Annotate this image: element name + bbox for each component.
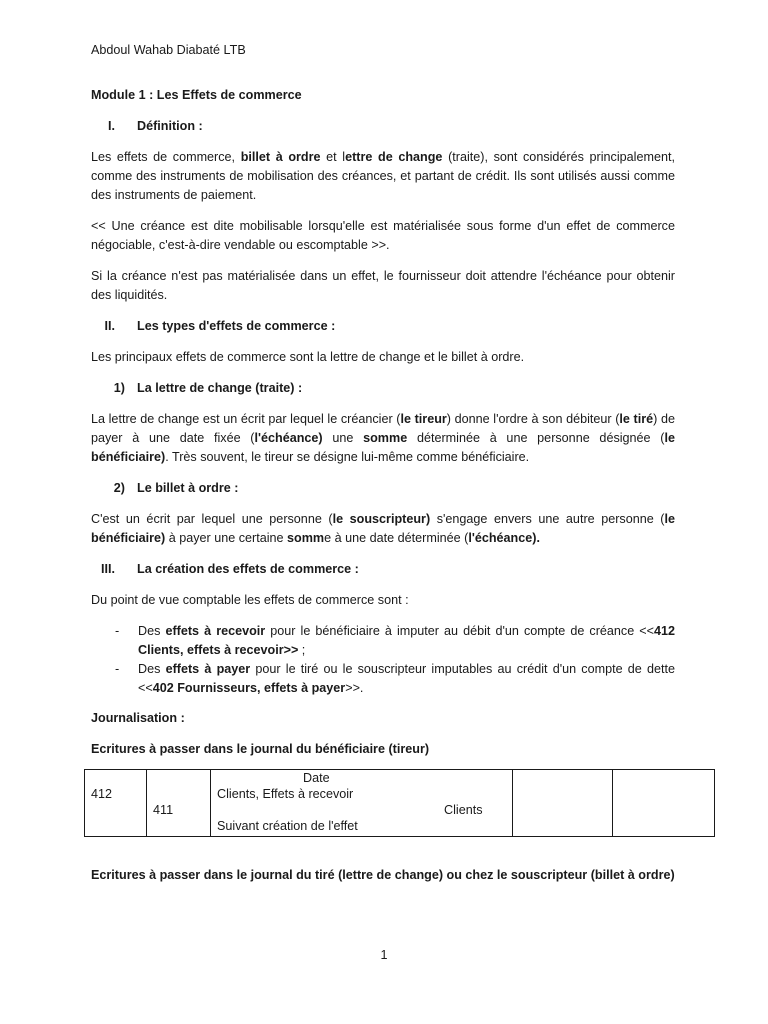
journal-entry-table [84,769,715,837]
list-item [91,660,675,698]
entry-description: Suivant création de l'effet [217,819,358,833]
debit-account-cell [85,770,147,837]
credit-account: 411 [153,803,174,817]
subsection-number: 2) [113,481,125,495]
effects-list [91,622,675,698]
section-number: II. [104,319,115,333]
debit-amount-cell [513,770,613,837]
section-heading-definition [91,117,675,136]
bold-term: le tireur [400,412,447,426]
dash-bullet: - [115,624,120,638]
types-intro: Les principaux effets de commerce sont la lettre de change et le billet à ordre. [91,350,525,364]
list-item [91,622,675,660]
subsection-number: 1) [113,381,125,395]
page-header-author: Abdoul Wahab Diabaté LTB [91,43,246,57]
document-body [91,86,675,771]
bold-term: le bénéficiaire) [91,512,675,545]
bold-term: ettre de change [345,150,443,164]
module-title: Module 1 : Les Effets de commerce [91,88,302,102]
bold-term: billet à ordre [240,150,321,164]
bold-term: l'échéance) [254,431,323,445]
list-item-text: Des effets à payer pour le tiré ou le souscripteur imputables au crédit d'un compte de dette <<402 Fournisseurs, effets à payer>>. [138,662,675,695]
bold-term: le bénéficiaire) [91,431,675,464]
section-heading-creation [91,560,675,579]
ecritures-beneficiaire-heading: Ecritures à passer dans le journal du bénéficiaire (tireur) [91,742,430,756]
definition-quote: << Une créance est dite mobilisable lorsqu'elle est matérialisée sous forme d'un effet de commerce négociable, c'est-à-dire vendable ou escomptable >>. [91,219,675,252]
subsection-heading-billet-a-ordre [91,479,675,498]
subsection-heading-lettre-de-change [91,379,675,398]
subsection-title: Le billet à ordre : [137,481,239,495]
journalisation-heading: Journalisation : [91,711,185,725]
section-number: I. [108,119,115,133]
billet-a-ordre-paragraph: C'est un écrit par lequel une personne (le souscripteur) s'engage envers une autre personne (le bénéficiaire) à payer une certaine somme à une date déterminée (l'échéance). [91,512,675,545]
ecritures-tire-heading: Ecritures à passer dans le journal du tiré (lettre de change) ou chez le souscripteur (billet à ordre) [91,868,675,882]
bold-term: somm [287,531,325,545]
bold-term: l'échéance). [468,531,540,545]
bold-term: le tiré [619,412,654,426]
bold-term: somme [363,431,408,445]
entry-date: Date [303,771,330,785]
section-number: III. [101,562,115,576]
debit-account: 412 [91,787,113,801]
credit-account-cell [147,770,211,837]
definition-paragraph-2: Si la créance n'est pas matérialisée dans un effet, le fournisseur doit attendre l'échéance pour obtenir des liquidités. [91,269,675,302]
section-title: Les types d'effets de commerce : [137,319,336,333]
dash-bullet: - [115,662,120,676]
debit-label: Clients, Effets à recevoir [217,787,354,801]
creation-intro: Du point de vue comptable les effets de commerce sont : [91,593,409,607]
subsection-title: La lettre de change (traite) : [137,381,303,395]
label-cell [211,770,513,837]
bold-term: effets à payer [165,662,251,676]
bold-term: 402 Fournisseurs, effets à payer [152,681,346,695]
bold-term: le souscripteur) [332,512,431,526]
credit-label: Clients [444,803,483,817]
bold-term: effets à recevoir [165,624,266,638]
list-item-text: Des effets à recevoir pour le bénéficiaire à imputer au débit d'un compte de créance <<412 Clients, effets à recevoir>> ; [138,624,675,657]
lettre-de-change-paragraph: La lettre de change est un écrit par lequel le créancier (le tireur) donne l'ordre à son débiteur (le tiré) de payer à une date fixée (l'échéance) une somme déterminée à une personne désignée (le bénéficiaire). Très souvent, le tireur se désigne lui-même comme bénéficiaire. [91,412,675,464]
table-row [85,770,715,837]
section-title: La création des effets de commerce : [137,562,359,576]
page-number: 1 [380,948,388,962]
credit-amount-cell [613,770,715,837]
bold-term: 412 Clients, effets à recevoir>> [138,624,675,657]
section-title: Définition : [137,119,203,133]
definition-paragraph: Les effets de commerce, billet à ordre et lettre de change (traite), sont considérés principalement, comme des instruments de mobilisation des créances, et partant de crédit. Ils sont utilisés aussi comme des instruments de paiement. [91,150,675,202]
section-heading-types [91,317,675,336]
